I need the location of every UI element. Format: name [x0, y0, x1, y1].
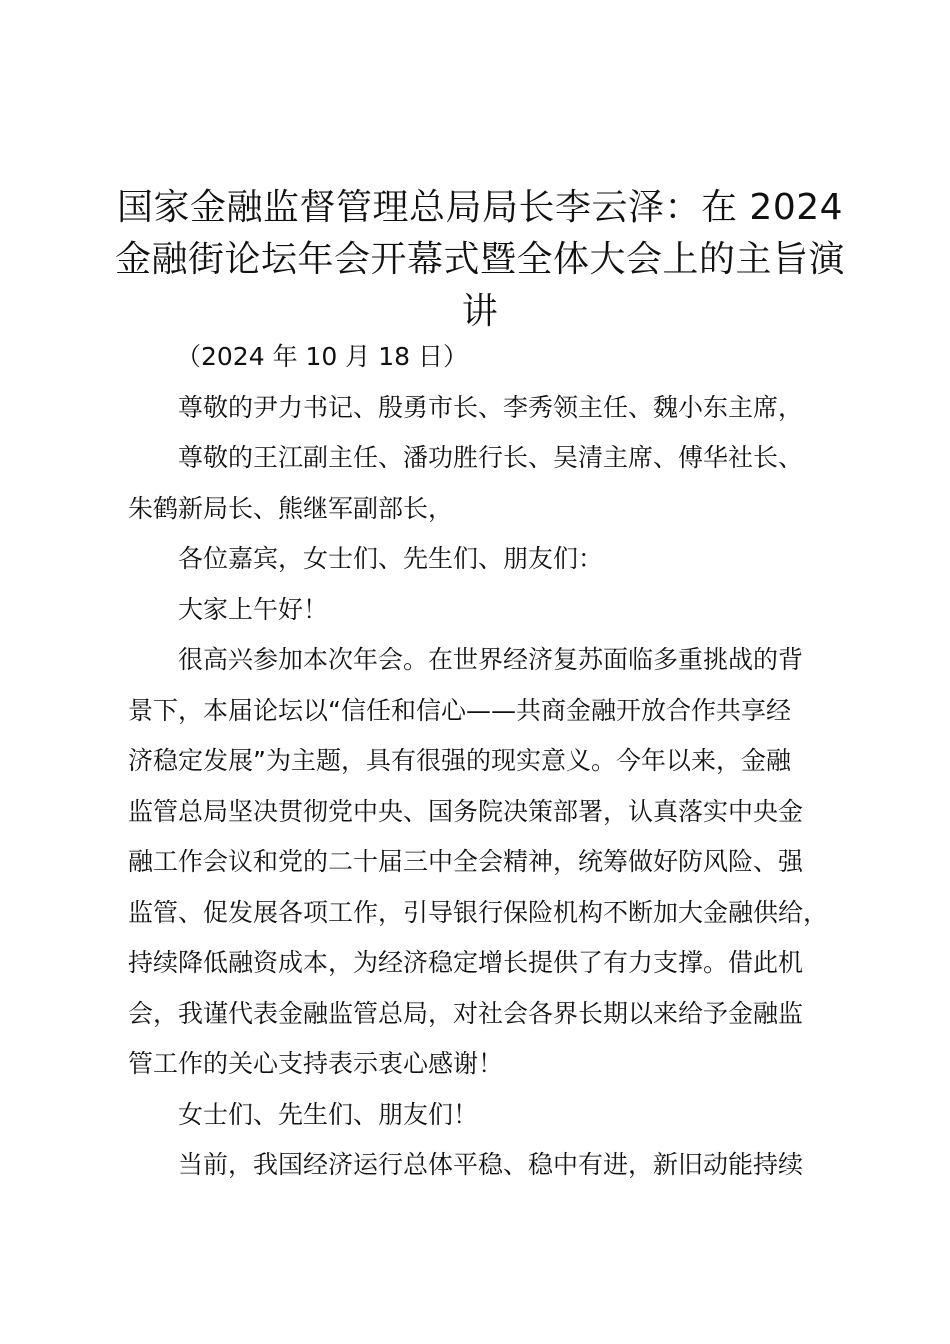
title-line: 金融街论坛年会开幕式暨全体大会上的主旨演 — [114, 239, 845, 280]
title-line: 国家金融监督管理总局局长李云泽：在 2024 — [116, 187, 844, 228]
salutation-line: 女士们、先生们、朋友们！ — [178, 1099, 479, 1129]
paragraph-line: 融工作会议和党的二十届三中全会精神，统筹做好防风险、强 — [128, 847, 804, 876]
paragraph-line: 会，我谨代表金融监管总局，对社会各界长期以来给予金融监 — [128, 998, 804, 1028]
paragraph-line: 监管总局坚决贯彻党中央、国务院决策部署，认真落实中央金 — [128, 796, 804, 826]
page-title — [110, 182, 850, 338]
salutation-line: 各位嘉宾，女士们、先生们、朋友们： — [178, 544, 604, 573]
paragraph-line: 景下，本届论坛以“信任和信心——共商金融开放合作共享经 — [128, 695, 791, 725]
speech-date: （2024 年 10 月 18 日） — [176, 342, 468, 371]
speech-body — [128, 332, 828, 1191]
salutation-line: 尊敬的尹力书记、殷勇市长、李秀领主任、魏小东主席， — [178, 392, 804, 422]
paragraph-line: 监管、促发展各项工作，引导银行保险机构不断加大金融供给， — [128, 897, 829, 927]
title-line: 讲 — [461, 291, 499, 332]
paragraph-line: 济稳定发展”为主题，具有很强的现实意义。今年以来，金融 — [128, 746, 791, 775]
salutation-line: 尊敬的王江副主任、潘功胜行长、吴清主席、傅华社长、 — [178, 443, 804, 472]
salutation-line: 朱鹤新局长、熊继军副部长， — [128, 493, 454, 523]
paragraph-line: 当前，我国经济运行总体平稳、稳中有进，新旧动能持续 — [178, 1150, 804, 1179]
paragraph-line: 持续降低融资成本，为经济稳定增长提供了有力支撑。借此机 — [128, 948, 804, 977]
paragraph-line: 管工作的关心支持表示衷心感谢！ — [128, 1049, 504, 1078]
greeting-line: 大家上午好！ — [178, 594, 329, 624]
paragraph-line: 很高兴参加本次年会。在世界经济复苏面临多重挑战的背 — [178, 645, 804, 674]
